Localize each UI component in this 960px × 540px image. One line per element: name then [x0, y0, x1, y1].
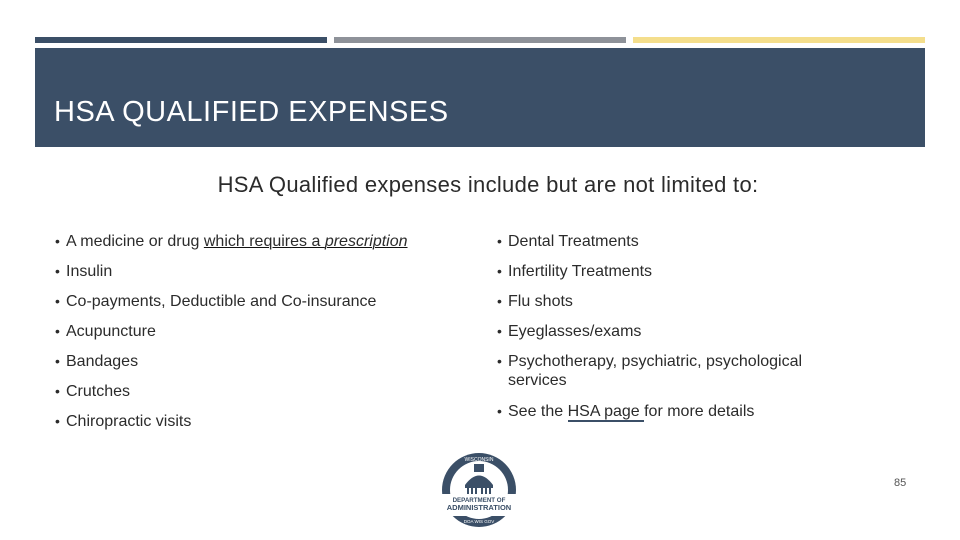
page-number: 85: [894, 477, 907, 489]
title-band: [35, 48, 925, 147]
accent-bar-navy: [35, 37, 327, 43]
list-item: • Psychotherapy, psychiatric, psychological services: [497, 352, 857, 390]
slide-subtitle: HSA Qualified expenses include but are not limited to:: [217, 172, 759, 197]
logo-line1: DEPARTMENT OF: [452, 497, 506, 504]
list-item: • See the HSA page for more details: [497, 402, 857, 421]
doa-logo-icon: [438, 452, 520, 528]
logo-bottom-text: DOA WIS GOV: [463, 519, 495, 524]
underlined-text: which requires a prescription: [203, 233, 408, 250]
list-item: • Eyeglasses/exams: [497, 322, 857, 341]
hsa-page-link[interactable]: HSA page: [567, 403, 645, 420]
list-item: • A medicine or drug which requires a prescription: [55, 232, 475, 251]
list-item: • Acupuncture: [55, 322, 475, 341]
accent-bar-gold: [633, 37, 925, 43]
logo-line2: ADMINISTRATION: [446, 503, 512, 512]
list-item: • Dental Treatments: [497, 232, 857, 251]
list-item: • Flu shots: [497, 292, 857, 311]
list-item: • Crutches: [55, 382, 475, 401]
list-item: • Infertility Treatments: [497, 262, 857, 281]
logo-top-text: WISCONSIN: [464, 457, 494, 463]
list-item: • Insulin: [55, 262, 475, 281]
accent-bar-gray: [334, 37, 626, 43]
left-expense-list: [55, 232, 475, 442]
right-expense-list: [497, 232, 857, 432]
list-item: • Bandages: [55, 352, 475, 371]
list-item: • Chiropractic visits: [55, 412, 475, 431]
slide-title: HSA QUALIFIED EXPENSES: [54, 96, 449, 128]
list-item: • Co-payments, Deductible and Co-insurance: [55, 292, 475, 311]
